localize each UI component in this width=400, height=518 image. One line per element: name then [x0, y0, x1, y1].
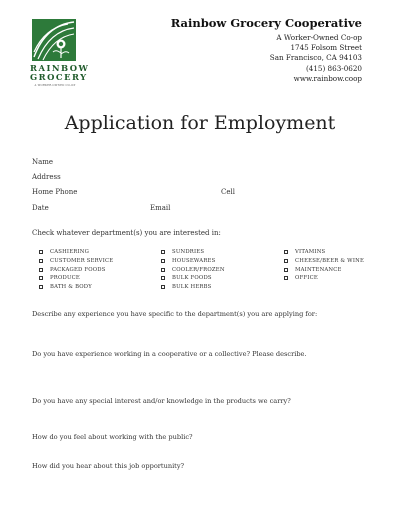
- org-city: San Francisco, CA 94103: [269, 53, 362, 63]
- checkbox[interactable]: [284, 268, 288, 272]
- dept-option-bulk-herbs[interactable]: [161, 283, 225, 292]
- logo-tagline: A WORKER-OWNED CO-OP: [34, 84, 76, 87]
- dept-label: VITAMINS: [295, 249, 326, 256]
- dept-option-housewares[interactable]: [161, 257, 225, 266]
- dept-option-sundries[interactable]: [161, 248, 225, 257]
- home-phone-field-label: Home Phone: [32, 188, 78, 196]
- checkbox[interactable]: [39, 285, 43, 289]
- logo-emblem-icon: [32, 19, 76, 61]
- org-tagline: A Worker-Owned Co-op: [276, 33, 362, 42]
- checkbox[interactable]: [284, 250, 288, 254]
- checkbox[interactable]: [39, 250, 43, 254]
- dept-option-cheese-beer-wine[interactable]: [284, 257, 364, 266]
- checkbox[interactable]: [161, 276, 165, 280]
- dept-option-office[interactable]: [284, 274, 364, 283]
- dept-label: CHEESE/BEER & WINE: [295, 258, 365, 265]
- dept-label: BULK FOODS: [172, 275, 212, 282]
- dept-label: OFFICE: [295, 275, 318, 282]
- dept-label: PRODUCE: [50, 275, 80, 282]
- question-department-experience: Describe any experience you have specific to the department(s) you are applying for:: [32, 310, 318, 318]
- org-name: Rainbow Grocery Cooperative: [170, 16, 362, 30]
- departments-column-1: [39, 248, 113, 291]
- dept-option-produce[interactable]: [39, 274, 113, 283]
- dept-label: MAINTENANCE: [295, 266, 342, 273]
- org-phone: (415) 863-0620: [305, 63, 362, 73]
- rainbow-grocery-logo: [32, 19, 76, 61]
- dept-option-cashiering[interactable]: [39, 248, 113, 257]
- date-field-label: Date: [32, 204, 49, 212]
- dept-option-bath-body[interactable]: [39, 283, 113, 292]
- dept-label: BATH & BODY: [50, 284, 92, 291]
- question-working-with-public: How do you feel about working with the public?: [32, 433, 193, 441]
- page-title: Application for Employment: [64, 112, 336, 134]
- departments-column-2: [161, 248, 225, 291]
- checkbox[interactable]: [39, 259, 43, 263]
- question-job-source: How did you hear about this job opportunity?: [32, 462, 185, 470]
- org-street: 1745 Folsom Street: [290, 43, 362, 53]
- address-field-label: Address: [32, 173, 61, 181]
- checkbox[interactable]: [39, 268, 43, 272]
- question-cooperative-experience: Do you have experience working in a cooperative or a collective? Please describe.: [32, 350, 307, 358]
- email-field-label: Email: [150, 204, 171, 212]
- cell-field-label: Cell: [221, 188, 235, 196]
- checkbox[interactable]: [161, 268, 165, 272]
- dept-option-packaged-foods[interactable]: [39, 265, 113, 274]
- checkbox[interactable]: [161, 250, 165, 254]
- dept-label: CUSTOMER SERVICE: [50, 258, 114, 265]
- org-website: www.rainbow.coop: [293, 73, 362, 83]
- name-field-label: Name: [32, 158, 54, 166]
- dept-option-bulk-foods[interactable]: [161, 274, 225, 283]
- departments-prompt: Check whatever department(s) you are interested in:: [32, 229, 221, 237]
- dept-option-cooler-frozen[interactable]: [161, 265, 225, 274]
- dept-label: SUNDRIES: [172, 249, 205, 256]
- question-product-knowledge: Do you have any special interest and/or knowledge in the products we carry?: [32, 397, 291, 405]
- checkbox[interactable]: [284, 259, 288, 263]
- checkbox[interactable]: [161, 259, 165, 263]
- dept-label: COOLER/FROZEN: [172, 266, 225, 273]
- organization-info: [171, 16, 362, 84]
- logo-text-line1: RAINBOW: [30, 63, 90, 73]
- checkbox[interactable]: [161, 285, 165, 289]
- logo-wordmark: [30, 63, 90, 82]
- logo-text-line2: GROCERY: [30, 72, 88, 82]
- dept-option-vitamins[interactable]: [284, 248, 364, 257]
- checkbox[interactable]: [284, 276, 288, 280]
- dept-option-maintenance[interactable]: [284, 265, 364, 274]
- dept-option-customer-service[interactable]: [39, 257, 113, 266]
- departments-column-3: [284, 248, 364, 283]
- dept-label: HOUSEWARES: [172, 258, 216, 265]
- dept-label: PACKAGED FOODS: [50, 266, 106, 273]
- dept-label: BULK HERBS: [172, 284, 212, 291]
- checkbox[interactable]: [39, 276, 43, 280]
- dept-label: CASHIERING: [50, 249, 90, 256]
